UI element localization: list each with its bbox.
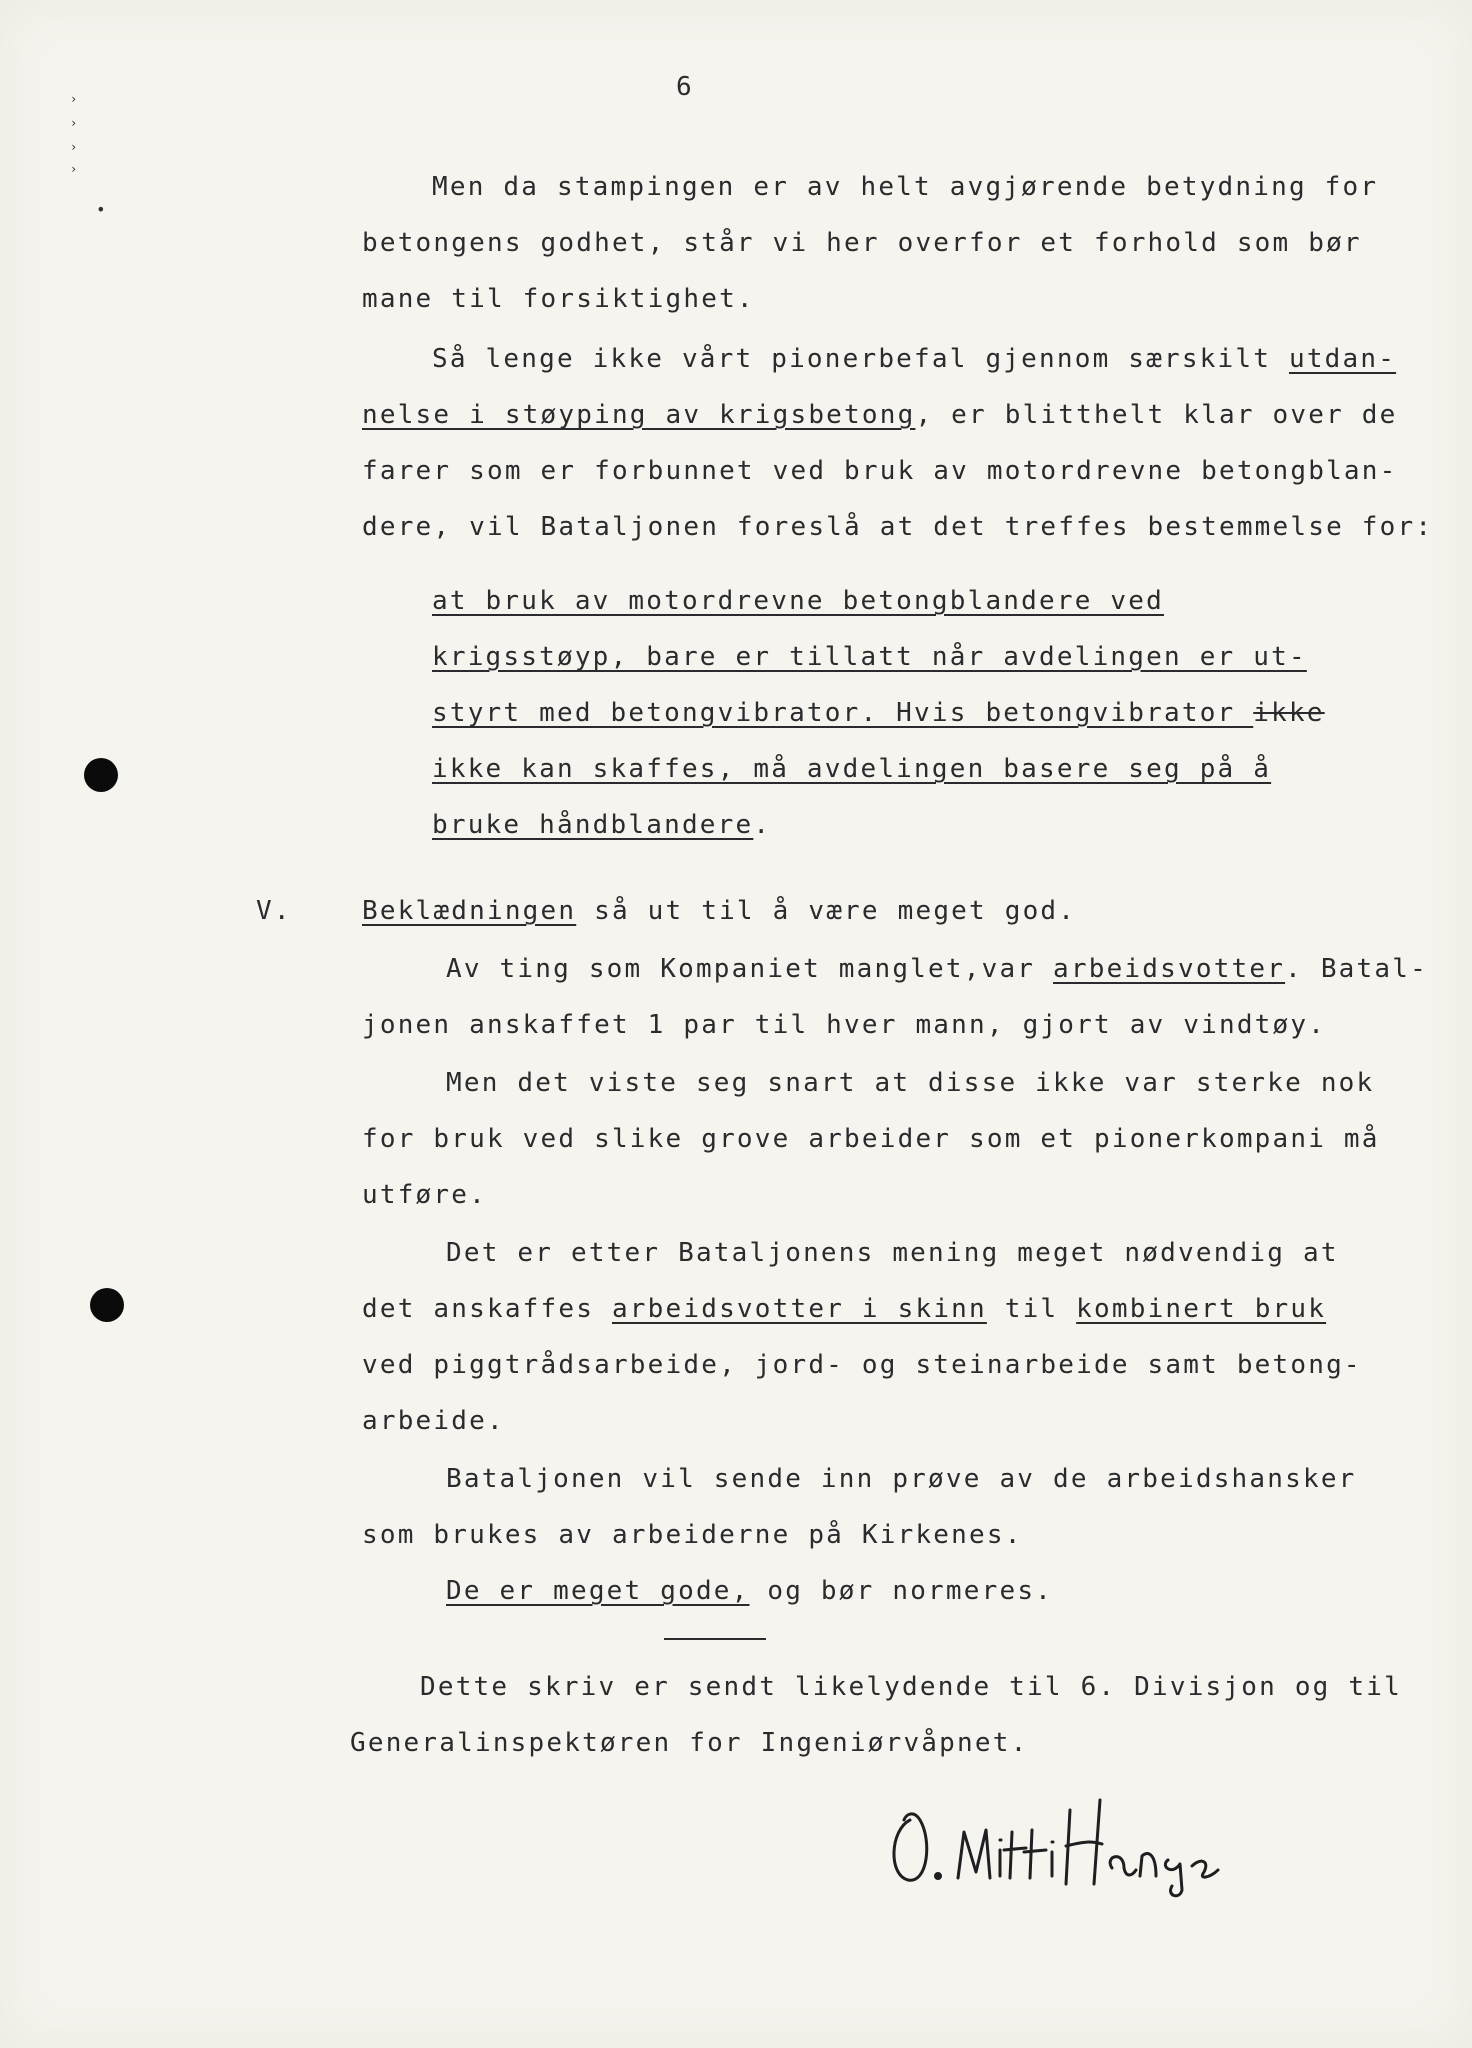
text-run: til — [986, 1294, 1077, 1324]
text-run: det anskaffes — [362, 1294, 612, 1324]
underlined-text: Beklædningen — [362, 896, 577, 926]
paragraph-line — [446, 952, 1428, 986]
paragraph-line — [362, 894, 1076, 928]
punch-hole-bottom — [90, 1288, 124, 1322]
underlined-text: bruke håndblandere — [432, 810, 754, 840]
paragraph-line: Det er etter Bataljonens mening meget nødvendig at — [446, 1238, 1339, 1268]
margin-mark: › — [70, 116, 78, 130]
margin-dot: • — [96, 200, 106, 219]
text-run: så ut til å være meget god. — [576, 896, 1077, 926]
paragraph-line: mane til forsiktighet. — [362, 284, 755, 314]
margin-mark: › — [70, 140, 78, 154]
underlined-text: arbeidsvotter — [1053, 954, 1286, 984]
quote-line: ikke kan skaffes, må avdelingen basere seg på å — [432, 754, 1272, 784]
underlined-text: styrt med betongvibrator. Hvis betongvibrator — [432, 698, 1254, 728]
paragraph-line: Men det viste seg snart at disse ikke var sterke nok — [446, 1068, 1375, 1098]
struck-text: ikke — [1253, 698, 1325, 728]
section-label: V. — [256, 896, 292, 926]
section-divider — [664, 1638, 766, 1640]
paragraph-line: utføre. — [362, 1180, 487, 1210]
paragraph-line: farer som er forbunnet ved bruk av motordrevne betongblan- — [362, 456, 1398, 486]
text-run: og bør normeres. — [749, 1576, 1054, 1606]
margin-mark: › — [70, 92, 78, 106]
paragraph-line: arbeide. — [362, 1406, 505, 1436]
paragraph-line: som brukes av arbeiderne på Kirkenes. — [362, 1520, 1023, 1550]
text-run: . — [753, 810, 772, 840]
paragraph-line — [432, 342, 1396, 376]
text-run: . Batal- — [1285, 954, 1428, 984]
underlined-text: kombinert bruk — [1076, 1294, 1327, 1324]
paragraph-line: jonen anskaffet 1 par til hver mann, gjort av vindtøy. — [362, 1010, 1327, 1040]
quote-line: at bruk av motordrevne betongblandere ved — [432, 586, 1164, 616]
paragraph-line: Bataljonen vil sende inn prøve av de arbeidshansker — [446, 1464, 1357, 1494]
quote-line — [432, 696, 1325, 730]
paragraph-line — [446, 1574, 1053, 1608]
margin-mark: › — [70, 162, 78, 176]
handwritten-signature — [880, 1780, 1240, 1900]
paragraph-line: dere, vil Bataljonen foreslå at det treffes bestemmelse for: — [362, 512, 1434, 542]
closing-line: Dette skriv er sendt likelydende til 6. Divisjon og til — [420, 1672, 1402, 1702]
text-run: , er blitthelt klar over de — [915, 400, 1398, 430]
closing-line: Generalinspektøren for Ingeniørvåpnet. — [350, 1728, 1029, 1758]
paragraph-line: for bruk ved slike grove arbeider som et pionerkompani må — [362, 1124, 1380, 1154]
quote-line: krigsstøyp, bare er tillatt når avdelingen er ut- — [432, 642, 1307, 672]
underlined-text: utdan- — [1288, 344, 1397, 374]
quote-line — [432, 808, 771, 842]
paragraph-line: ved piggtrådsarbeide, jord- og steinarbeide samt betong- — [362, 1350, 1362, 1380]
paragraph-line: Men da stampingen er av helt avgjørende betydning for — [432, 172, 1379, 202]
paragraph-line — [362, 1292, 1326, 1326]
page-number: 6 — [676, 72, 694, 102]
text-run: Så lenge ikke vårt pionerbefal gjennom særskilt — [432, 344, 1289, 374]
punch-hole-top — [84, 758, 118, 792]
paragraph-line: betongens godhet, står vi her overfor et forhold som bør — [362, 228, 1362, 258]
paragraph-line — [362, 398, 1398, 432]
underlined-text: arbeidsvotter i skinn — [611, 1294, 987, 1324]
text-run: Av ting som Kompaniet manglet,var — [446, 954, 1054, 984]
underlined-text: nelse i støyping av krigsbetong — [362, 400, 916, 430]
underlined-text: De er meget gode, — [446, 1576, 750, 1606]
